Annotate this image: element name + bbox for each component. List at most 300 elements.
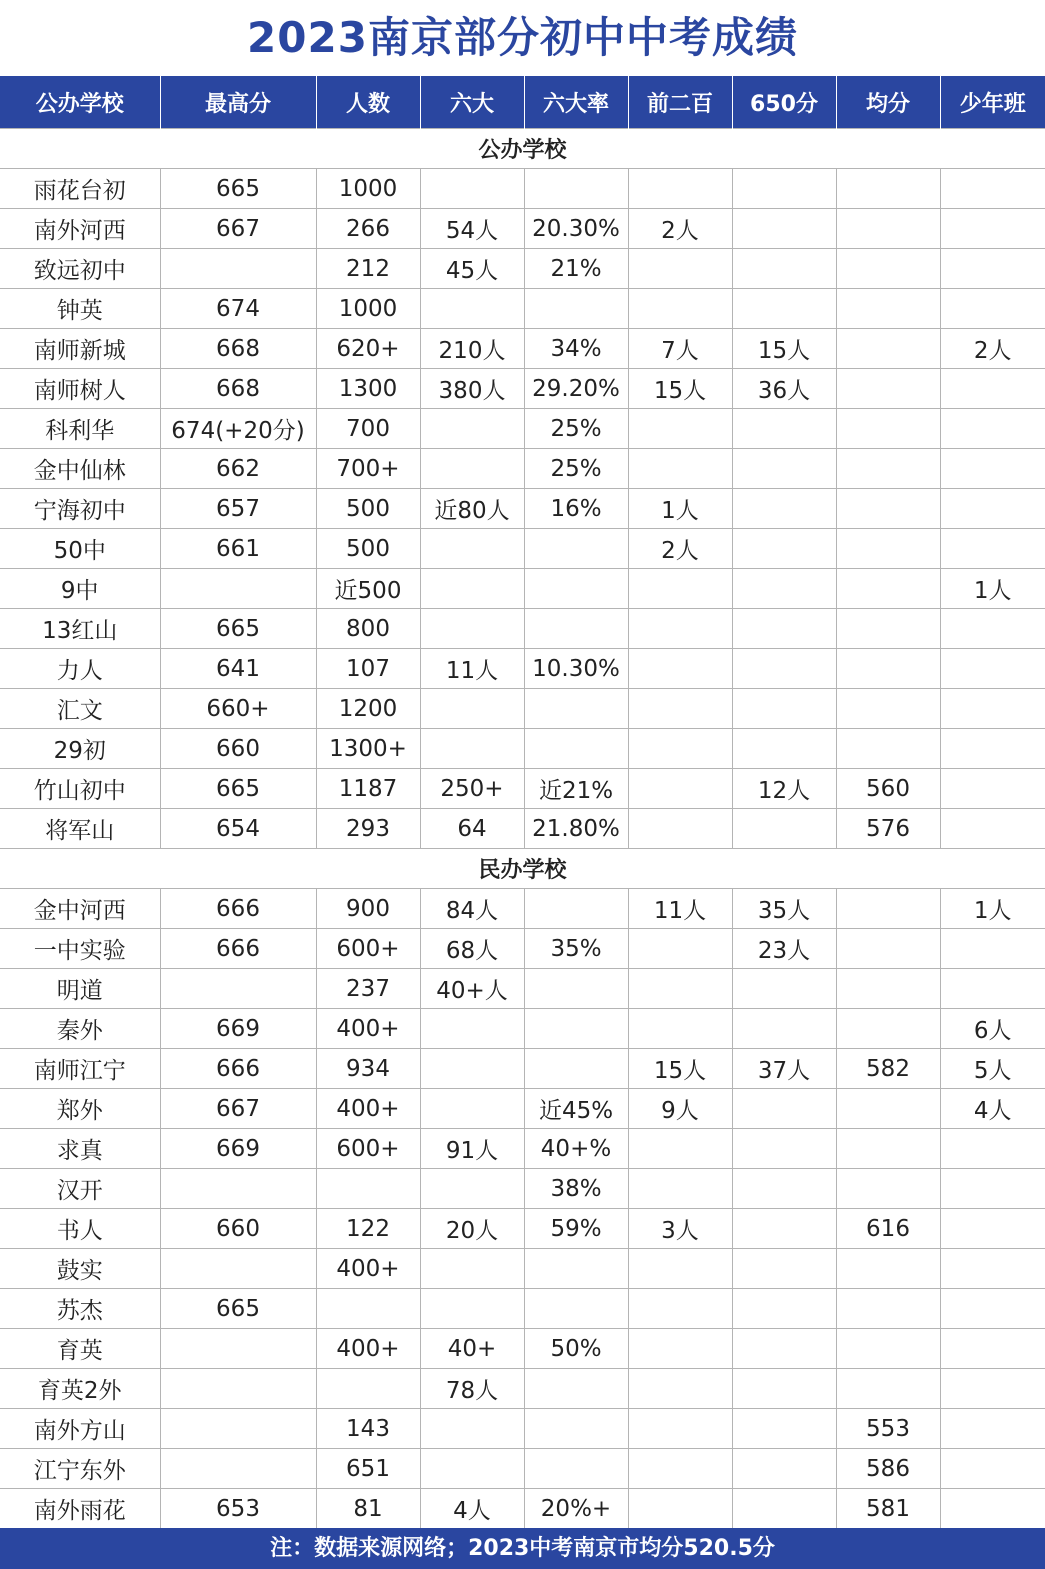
table-row xyxy=(0,609,1045,649)
table-cell: 23人 xyxy=(732,929,836,969)
table-cell xyxy=(836,569,940,609)
table-cell: 266 xyxy=(316,209,420,249)
scores-table xyxy=(0,76,1045,1529)
table-cell: 9人 xyxy=(628,1089,732,1129)
table-cell xyxy=(732,289,836,329)
table-row xyxy=(0,1409,1045,1449)
table-cell xyxy=(732,1329,836,1369)
table-cell: 666 xyxy=(160,889,316,929)
table-cell xyxy=(628,729,732,769)
table-cell xyxy=(836,1129,940,1169)
table-cell: 40+% xyxy=(524,1129,628,1169)
table-cell xyxy=(316,1169,420,1209)
table-row xyxy=(0,1369,1045,1409)
table-cell xyxy=(420,409,524,449)
table-cell xyxy=(940,369,1045,409)
table-cell: 641 xyxy=(160,649,316,689)
table-cell xyxy=(420,289,524,329)
table-cell xyxy=(420,1289,524,1329)
table-cell xyxy=(420,1049,524,1089)
table-cell xyxy=(732,489,836,529)
table-cell xyxy=(160,1249,316,1289)
table-cell xyxy=(524,969,628,1009)
table-cell xyxy=(940,689,1045,729)
table-row xyxy=(0,289,1045,329)
table-cell xyxy=(524,289,628,329)
table-cell xyxy=(420,1169,524,1209)
table-cell: 654 xyxy=(160,809,316,849)
table-cell xyxy=(628,929,732,969)
table-row xyxy=(0,449,1045,489)
table-cell: 661 xyxy=(160,529,316,569)
table-cell xyxy=(836,1169,940,1209)
table-cell xyxy=(732,1449,836,1489)
table-cell: 45人 xyxy=(420,249,524,289)
table-cell xyxy=(160,569,316,609)
table-cell xyxy=(732,1489,836,1529)
school-name-cell: 南师江宁 xyxy=(0,1049,160,1089)
table-cell: 1人 xyxy=(628,489,732,529)
table-cell xyxy=(524,1249,628,1289)
table-cell xyxy=(160,1409,316,1449)
table-cell xyxy=(524,609,628,649)
table-row xyxy=(0,249,1045,289)
table-cell xyxy=(420,1089,524,1129)
table-cell: 666 xyxy=(160,929,316,969)
table-cell xyxy=(732,1369,836,1409)
table-cell xyxy=(628,769,732,809)
table-cell xyxy=(316,1369,420,1409)
table-cell: 665 xyxy=(160,169,316,209)
table-cell: 800 xyxy=(316,609,420,649)
table-cell xyxy=(836,1329,940,1369)
table-cell: 29.20% xyxy=(524,369,628,409)
table-cell xyxy=(420,569,524,609)
table-cell: 21.80% xyxy=(524,809,628,849)
table-cell: 553 xyxy=(836,1409,940,1449)
table-row xyxy=(0,209,1045,249)
table-cell xyxy=(940,529,1045,569)
table-cell xyxy=(524,889,628,929)
table-cell: 669 xyxy=(160,1009,316,1049)
table-cell: 250+ xyxy=(420,769,524,809)
table-cell xyxy=(628,969,732,1009)
table-cell: 400+ xyxy=(316,1009,420,1049)
table-cell xyxy=(732,209,836,249)
table-cell: 665 xyxy=(160,609,316,649)
table-cell xyxy=(732,1209,836,1249)
table-row xyxy=(0,1089,1045,1129)
table-cell: 3人 xyxy=(628,1209,732,1249)
table-cell xyxy=(628,1489,732,1529)
table-cell xyxy=(628,289,732,329)
table-cell: 122 xyxy=(316,1209,420,1249)
table-cell xyxy=(160,969,316,1009)
table-cell xyxy=(732,1289,836,1329)
column-header: 六大 xyxy=(420,76,524,129)
table-cell xyxy=(524,1289,628,1329)
table-cell xyxy=(628,409,732,449)
table-cell: 2人 xyxy=(940,329,1045,369)
table-cell: 600+ xyxy=(316,1129,420,1169)
table-cell: 400+ xyxy=(316,1249,420,1289)
table-cell: 1人 xyxy=(940,569,1045,609)
table-row xyxy=(0,769,1045,809)
table-cell: 669 xyxy=(160,1129,316,1169)
school-name-cell: 秦外 xyxy=(0,1009,160,1049)
table-cell: 12人 xyxy=(732,769,836,809)
table-cell: 107 xyxy=(316,649,420,689)
table-cell xyxy=(524,529,628,569)
table-row xyxy=(0,689,1045,729)
school-name-cell: 将军山 xyxy=(0,809,160,849)
table-cell: 237 xyxy=(316,969,420,1009)
table-cell: 64 xyxy=(420,809,524,849)
school-name-cell: 书人 xyxy=(0,1209,160,1249)
table-cell: 582 xyxy=(836,1049,940,1089)
table-cell: 近21% xyxy=(524,769,628,809)
footer-note: 注：数据来源网络；2023中考南京市均分520.5分 xyxy=(0,1528,1045,1569)
table-cell xyxy=(420,529,524,569)
table-cell: 36人 xyxy=(732,369,836,409)
table-cell xyxy=(732,409,836,449)
table-row xyxy=(0,889,1045,929)
table-cell xyxy=(836,609,940,649)
table-cell xyxy=(316,1289,420,1329)
school-name-cell: 力人 xyxy=(0,649,160,689)
table-row xyxy=(0,929,1045,969)
table-cell: 380人 xyxy=(420,369,524,409)
table-row xyxy=(0,1209,1045,1249)
table-cell xyxy=(628,249,732,289)
table-cell xyxy=(940,1409,1045,1449)
table-cell xyxy=(940,649,1045,689)
table-cell xyxy=(836,889,940,929)
table-cell xyxy=(940,489,1045,529)
table-cell: 293 xyxy=(316,809,420,849)
table-cell: 576 xyxy=(836,809,940,849)
table-cell: 581 xyxy=(836,1489,940,1529)
table-row xyxy=(0,1289,1045,1329)
section-row xyxy=(0,129,1045,169)
table-row xyxy=(0,969,1045,1009)
school-name-cell: 育英 xyxy=(0,1329,160,1369)
table-cell xyxy=(836,929,940,969)
table-cell xyxy=(732,1089,836,1129)
school-name-cell: 南外雨花 xyxy=(0,1489,160,1529)
table-cell xyxy=(940,1329,1045,1369)
table-cell: 210人 xyxy=(420,329,524,369)
table-cell: 2人 xyxy=(628,529,732,569)
table-cell xyxy=(836,409,940,449)
table-row xyxy=(0,1169,1045,1209)
table-cell: 81 xyxy=(316,1489,420,1529)
school-name-cell: 南外河西 xyxy=(0,209,160,249)
table-cell xyxy=(940,289,1045,329)
table-cell xyxy=(160,249,316,289)
table-cell xyxy=(524,1449,628,1489)
table-cell xyxy=(628,169,732,209)
table-row xyxy=(0,409,1045,449)
table-cell: 91人 xyxy=(420,1129,524,1169)
school-name-cell: 明道 xyxy=(0,969,160,1009)
table-cell: 21% xyxy=(524,249,628,289)
table-cell: 35人 xyxy=(732,889,836,929)
column-header: 前二百 xyxy=(628,76,732,129)
table-cell: 40+ xyxy=(420,1329,524,1369)
table-cell xyxy=(420,689,524,729)
table-cell xyxy=(940,1129,1045,1169)
table-cell: 38% xyxy=(524,1169,628,1209)
table-cell xyxy=(836,969,940,1009)
table-cell xyxy=(628,1169,732,1209)
table-cell: 665 xyxy=(160,1289,316,1329)
table-cell xyxy=(940,969,1045,1009)
table-cell: 662 xyxy=(160,449,316,489)
table-cell xyxy=(160,1369,316,1409)
table-cell xyxy=(940,1209,1045,1249)
table-cell xyxy=(940,449,1045,489)
table-cell: 40+人 xyxy=(420,969,524,1009)
table-cell xyxy=(836,1369,940,1409)
table-cell: 600+ xyxy=(316,929,420,969)
table-cell xyxy=(940,929,1045,969)
table-cell xyxy=(732,529,836,569)
table-cell xyxy=(732,649,836,689)
page-title: 2023南京部分初中中考成绩 xyxy=(247,13,798,62)
table-cell xyxy=(836,369,940,409)
table-cell: 668 xyxy=(160,329,316,369)
table-cell xyxy=(836,1249,940,1289)
table-cell xyxy=(628,1449,732,1489)
school-name-cell: 汇文 xyxy=(0,689,160,729)
school-name-cell: 致远初中 xyxy=(0,249,160,289)
table-cell: 1000 xyxy=(316,289,420,329)
table-cell: 20.30% xyxy=(524,209,628,249)
table-cell: 34% xyxy=(524,329,628,369)
table-cell: 668 xyxy=(160,369,316,409)
table-row xyxy=(0,329,1045,369)
table-cell xyxy=(628,609,732,649)
table-cell xyxy=(628,649,732,689)
table-cell: 660+ xyxy=(160,689,316,729)
column-header: 人数 xyxy=(316,76,420,129)
column-header: 公办学校 xyxy=(0,76,160,129)
table-cell: 15人 xyxy=(628,369,732,409)
table-cell xyxy=(732,689,836,729)
table-cell xyxy=(940,809,1045,849)
table-cell xyxy=(160,1329,316,1369)
table-cell xyxy=(940,209,1045,249)
table-cell xyxy=(524,569,628,609)
school-name-cell: 一中实验 xyxy=(0,929,160,969)
table-cell: 660 xyxy=(160,1209,316,1249)
table-cell xyxy=(420,1409,524,1449)
table-cell xyxy=(836,329,940,369)
table-cell xyxy=(628,1369,732,1409)
table-cell xyxy=(628,689,732,729)
table-cell xyxy=(628,1409,732,1449)
table-cell: 15人 xyxy=(628,1049,732,1089)
table-cell: 2人 xyxy=(628,209,732,249)
table-cell xyxy=(732,449,836,489)
school-name-cell: 南师新城 xyxy=(0,329,160,369)
table-cell: 25% xyxy=(524,409,628,449)
table-cell xyxy=(628,809,732,849)
header-row xyxy=(0,76,1045,129)
table-cell: 16% xyxy=(524,489,628,529)
table-cell xyxy=(160,1169,316,1209)
table-cell xyxy=(836,729,940,769)
table-cell: 212 xyxy=(316,249,420,289)
column-header: 六大率 xyxy=(524,76,628,129)
table-cell xyxy=(836,249,940,289)
table-cell xyxy=(628,1289,732,1329)
column-header: 均分 xyxy=(836,76,940,129)
table-cell xyxy=(628,1329,732,1369)
table-cell xyxy=(524,1409,628,1449)
table-cell: 1187 xyxy=(316,769,420,809)
table-body xyxy=(0,129,1045,1529)
table-cell xyxy=(628,1129,732,1169)
table-row xyxy=(0,489,1045,529)
table-cell: 400+ xyxy=(316,1329,420,1369)
school-name-cell: 郑外 xyxy=(0,1089,160,1129)
table-cell xyxy=(940,1489,1045,1529)
table-cell: 400+ xyxy=(316,1089,420,1129)
table-cell: 143 xyxy=(316,1409,420,1449)
table-cell xyxy=(732,569,836,609)
table-cell xyxy=(836,689,940,729)
table-cell xyxy=(524,689,628,729)
column-header: 少年班 xyxy=(940,76,1045,129)
table-cell xyxy=(732,169,836,209)
table-cell xyxy=(732,609,836,649)
school-name-cell: 金中河西 xyxy=(0,889,160,929)
school-name-cell: 金中仙林 xyxy=(0,449,160,489)
table-cell xyxy=(628,449,732,489)
table-row xyxy=(0,169,1045,209)
school-name-cell: 9中 xyxy=(0,569,160,609)
table-cell xyxy=(940,169,1045,209)
table-cell: 616 xyxy=(836,1209,940,1249)
school-name-cell: 南外方山 xyxy=(0,1409,160,1449)
school-name-cell: 13红山 xyxy=(0,609,160,649)
table-row xyxy=(0,1009,1045,1049)
table-cell: 59% xyxy=(524,1209,628,1249)
table-cell xyxy=(836,1009,940,1049)
table-cell xyxy=(940,409,1045,449)
table-cell xyxy=(836,449,940,489)
section-label: 公办学校 xyxy=(0,129,1045,169)
table-cell: 4人 xyxy=(420,1489,524,1529)
table-cell: 11人 xyxy=(420,649,524,689)
table-cell xyxy=(524,169,628,209)
table-cell xyxy=(732,969,836,1009)
table-cell xyxy=(524,729,628,769)
table-row xyxy=(0,1329,1045,1369)
table-cell: 560 xyxy=(836,769,940,809)
table-row xyxy=(0,569,1045,609)
table-cell: 674(+20分) xyxy=(160,409,316,449)
table-cell xyxy=(732,1009,836,1049)
table-row xyxy=(0,529,1045,569)
column-header: 650分 xyxy=(732,76,836,129)
school-name-cell: 求真 xyxy=(0,1129,160,1169)
table-cell xyxy=(836,289,940,329)
table-cell: 7人 xyxy=(628,329,732,369)
table-cell: 68人 xyxy=(420,929,524,969)
table-cell: 4人 xyxy=(940,1089,1045,1129)
table-row xyxy=(0,369,1045,409)
table-cell: 667 xyxy=(160,1089,316,1129)
table-row xyxy=(0,1129,1045,1169)
table-cell: 651 xyxy=(316,1449,420,1489)
table-cell xyxy=(836,489,940,529)
table-row xyxy=(0,649,1045,689)
section-label: 民办学校 xyxy=(0,849,1045,889)
table-cell xyxy=(940,729,1045,769)
school-name-cell: 雨花台初 xyxy=(0,169,160,209)
table-cell xyxy=(420,449,524,489)
table-cell xyxy=(940,1169,1045,1209)
table-cell xyxy=(732,1129,836,1169)
table-cell: 657 xyxy=(160,489,316,529)
table-cell: 25% xyxy=(524,449,628,489)
table-cell: 700+ xyxy=(316,449,420,489)
table-cell xyxy=(420,169,524,209)
school-name-cell: 29初 xyxy=(0,729,160,769)
table-cell: 37人 xyxy=(732,1049,836,1089)
school-name-cell: 汉开 xyxy=(0,1169,160,1209)
table-cell: 35% xyxy=(524,929,628,969)
table-cell: 1300+ xyxy=(316,729,420,769)
school-name-cell: 育英2外 xyxy=(0,1369,160,1409)
table-cell xyxy=(732,249,836,289)
table-cell: 667 xyxy=(160,209,316,249)
school-name-cell: 苏杰 xyxy=(0,1289,160,1329)
table-row xyxy=(0,1049,1045,1089)
table-cell: 近45% xyxy=(524,1089,628,1129)
table-row xyxy=(0,1449,1045,1489)
table-cell: 934 xyxy=(316,1049,420,1089)
table-cell xyxy=(836,169,940,209)
table-cell: 15人 xyxy=(732,329,836,369)
table-cell: 500 xyxy=(316,489,420,529)
table-cell: 700 xyxy=(316,409,420,449)
table-cell: 近80人 xyxy=(420,489,524,529)
table-cell xyxy=(940,249,1045,289)
table-cell: 660 xyxy=(160,729,316,769)
table-row xyxy=(0,1249,1045,1289)
table-cell xyxy=(628,1249,732,1289)
table-cell xyxy=(940,1369,1045,1409)
table-cell: 900 xyxy=(316,889,420,929)
table-cell: 1200 xyxy=(316,689,420,729)
table-cell xyxy=(836,529,940,569)
table-cell xyxy=(420,1009,524,1049)
table-cell xyxy=(420,729,524,769)
table-cell xyxy=(836,1089,940,1129)
table-cell: 500 xyxy=(316,529,420,569)
school-name-cell: 科利华 xyxy=(0,409,160,449)
table-cell: 6人 xyxy=(940,1009,1045,1049)
table-cell: 近500 xyxy=(316,569,420,609)
table-cell: 20人 xyxy=(420,1209,524,1249)
table-cell xyxy=(420,609,524,649)
table-cell: 586 xyxy=(836,1449,940,1489)
table-cell xyxy=(524,1369,628,1409)
